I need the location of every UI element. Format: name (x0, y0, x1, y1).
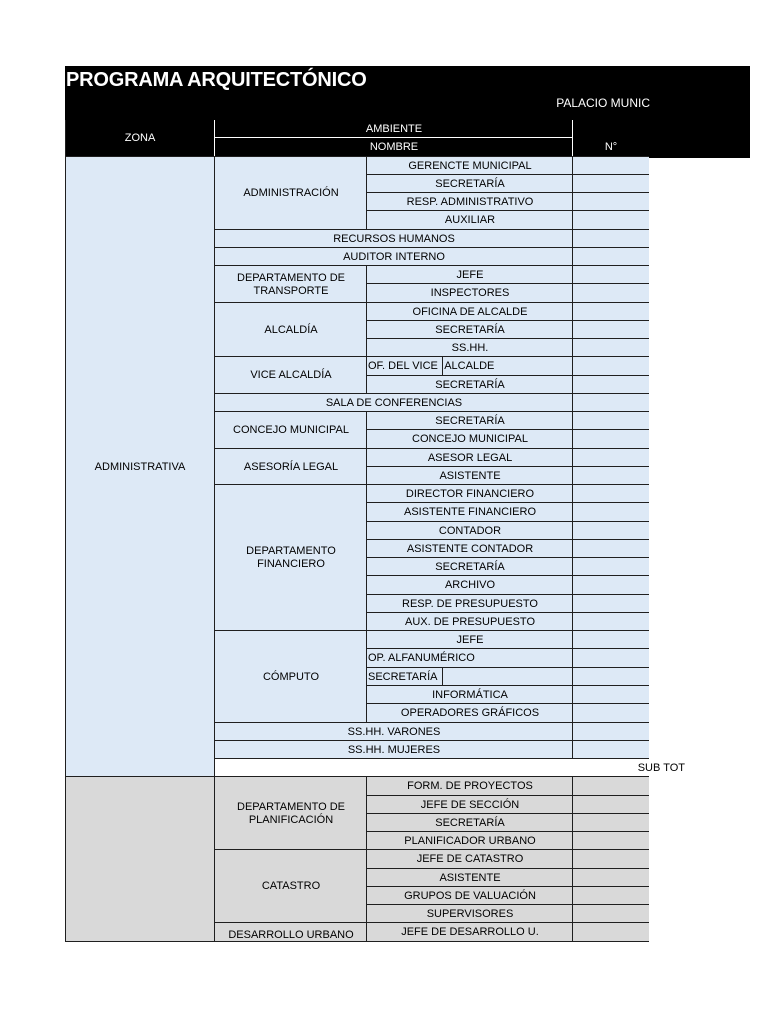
item-planificacion-1: JEFE DE SECCIÓN (367, 796, 573, 814)
group-catastro: CATASTRO (215, 850, 367, 923)
count-cell (573, 357, 649, 376)
count-cell (573, 449, 649, 467)
item-oficina-alcalde: OFICINA DE ALCALDE (367, 303, 573, 321)
item-alcalde: ALCALDE (443, 357, 573, 376)
grid-line (572, 120, 573, 138)
count-cell (573, 723, 649, 741)
count-cell (573, 777, 649, 796)
count-cell (573, 576, 649, 595)
count-cell (573, 631, 649, 649)
group-computo: CÓMPUTO (215, 631, 367, 723)
item-auxiliar: AUXILIAR (367, 211, 573, 230)
count-cell (573, 303, 649, 321)
group-auditor-interno: AUDITOR INTERNO (215, 248, 573, 266)
group-alcaldia: ALCALDÍA (215, 303, 367, 357)
group-administracion: ADMINISTRACIÓN (215, 157, 367, 230)
count-cell (573, 595, 649, 613)
count-cell (573, 467, 649, 485)
header-numero: N° (573, 138, 649, 157)
item-catastro-2: GRUPOS DE VALUACIÓN (367, 887, 573, 905)
item-catastro-1: ASISTENTE (367, 869, 573, 887)
count-cell (573, 248, 649, 266)
item-financiero-4: SECRETARÍA (367, 558, 573, 576)
count-cell (573, 522, 649, 540)
item-inspectores: INSPECTORES (367, 284, 573, 303)
count-cell (573, 211, 649, 230)
group-recursos-humanos: RECURSOS HUMANOS (215, 230, 573, 248)
item-catastro-3: SUPERVISORES (367, 905, 573, 923)
item-jefe-desarrollo: JEFE DE DESARROLLO U. (367, 923, 573, 942)
group-departamento-financiero: DEPARTAMENTO FINANCIERO (215, 485, 367, 631)
item-financiero-7: AUX. DE PRESUPUESTO (367, 613, 573, 631)
item-planificacion-2: SECRETARÍA (367, 814, 573, 832)
item-planificacion-0: FORM. DE PROYECTOS (367, 777, 573, 796)
group-departamento-transporte: DEPARTAMENTO DE TRANSPORTE (215, 266, 367, 303)
item-sshh-alcaldia: SS.HH. (367, 339, 573, 357)
count-cell (573, 394, 649, 412)
item-gerente-municipal: GERENCTE MUNICIPAL (367, 157, 573, 175)
count-cell (573, 668, 649, 686)
group-sshh-mujeres: SS.HH. MUJERES (215, 741, 573, 759)
item-jefe-transporte: JEFE (367, 266, 573, 284)
zone-administrativa: ADMINISTRATIVA (65, 157, 215, 777)
item-secretaria-concejo: SECRETARÍA (367, 412, 573, 430)
count-cell (573, 266, 649, 284)
grid-line (215, 941, 367, 942)
page-subtitle: PALACIO MUNIC (556, 96, 650, 110)
zone-second (65, 777, 215, 942)
item-asesor-legal: ASESOR LEGAL (367, 449, 573, 467)
subtotal-label: SUB TOT (215, 759, 689, 777)
group-departamento-planificacion: DEPARTAMENTO DE PLANIFICACIÓN (215, 777, 367, 850)
count-cell (573, 905, 649, 923)
group-desarrollo-urbano: DESARROLLO URBANO (215, 923, 367, 942)
count-cell (573, 649, 649, 668)
count-cell (573, 869, 649, 887)
count-cell (573, 923, 649, 942)
grid-line (65, 777, 66, 942)
item-financiero-1: ASISTENTE FINANCIERO (367, 503, 573, 522)
item-financiero-2: CONTADOR (367, 522, 573, 540)
grid-line (573, 941, 649, 942)
item-asistente-legal: ASISTENTE (367, 467, 573, 485)
item-secretaria-alcaldia: SECRETARÍA (367, 321, 573, 339)
count-cell (573, 503, 649, 522)
item-of-del-vice: OF. DEL VICE (367, 357, 443, 376)
grid-line (65, 156, 649, 157)
count-cell (573, 704, 649, 723)
item-secretaria-vice: SECRETARÍA (367, 376, 573, 394)
item-financiero-5: ARCHIVO (367, 576, 573, 595)
grid-line (65, 120, 66, 157)
item-op-alfanumerico: OP. ALFANUMÉRICO (367, 649, 573, 668)
grid-line (65, 776, 649, 777)
grid-line (367, 941, 573, 942)
count-cell (573, 339, 649, 357)
count-cell (573, 376, 649, 394)
group-sala-conferencias: SALA DE CONFERENCIAS (215, 394, 573, 412)
count-cell (573, 558, 649, 576)
count-cell (573, 540, 649, 558)
group-concejo-municipal: CONCEJO MUNICIPAL (215, 412, 367, 449)
item-blank-computo (443, 668, 573, 686)
grid-line (65, 157, 66, 777)
count-cell (573, 175, 649, 193)
count-cell (573, 796, 649, 814)
count-cell (573, 887, 649, 905)
count-cell (573, 321, 649, 339)
count-cell (573, 284, 649, 303)
count-cell (573, 814, 649, 832)
count-cell (573, 741, 649, 759)
item-secretaria-computo: SECRETARÍA (367, 668, 443, 686)
item-financiero-6: RESP. DE PRESUPUESTO (367, 595, 573, 613)
count-cell (573, 485, 649, 503)
item-jefe-computo: JEFE (367, 631, 573, 649)
group-sshh-varones: SS.HH. VARONES (215, 723, 573, 741)
item-resp-administrativo: RESP. ADMINISTRATIVO (367, 193, 573, 211)
count-cell (573, 686, 649, 704)
header-zona: ZONA (65, 120, 215, 157)
program-table (65, 120, 685, 942)
item-secretaria: SECRETARÍA (367, 175, 573, 193)
header-nombre: NOMBRE (215, 138, 573, 157)
item-planificacion-3: PLANIFICADOR URBANO (367, 832, 573, 850)
count-cell (573, 157, 649, 175)
count-cell (573, 832, 649, 850)
group-asesoria-legal: ASESORÍA LEGAL (215, 449, 367, 485)
item-concejo-municipal: CONCEJO MUNICIPAL (367, 430, 573, 449)
count-cell (573, 230, 649, 248)
item-catastro-0: JEFE DE CATASTRO (367, 850, 573, 869)
count-cell (573, 613, 649, 631)
item-operadores-graficos: OPERADORES GRÁFICOS (367, 704, 573, 723)
group-vice-alcaldia: VICE ALCALDÍA (215, 357, 367, 394)
count-cell (573, 430, 649, 449)
count-cell (573, 193, 649, 211)
item-informatica: INFORMÁTICA (367, 686, 573, 704)
count-cell (573, 412, 649, 430)
header-ambiente: AMBIENTE (215, 120, 573, 138)
grid-line (65, 941, 215, 942)
count-cell (573, 850, 649, 869)
item-financiero-3: ASISTENTE CONTADOR (367, 540, 573, 558)
page-title: PROGRAMA ARQUITECTÓNICO (66, 69, 367, 91)
item-financiero-0: DIRECTOR FINANCIERO (367, 485, 573, 503)
